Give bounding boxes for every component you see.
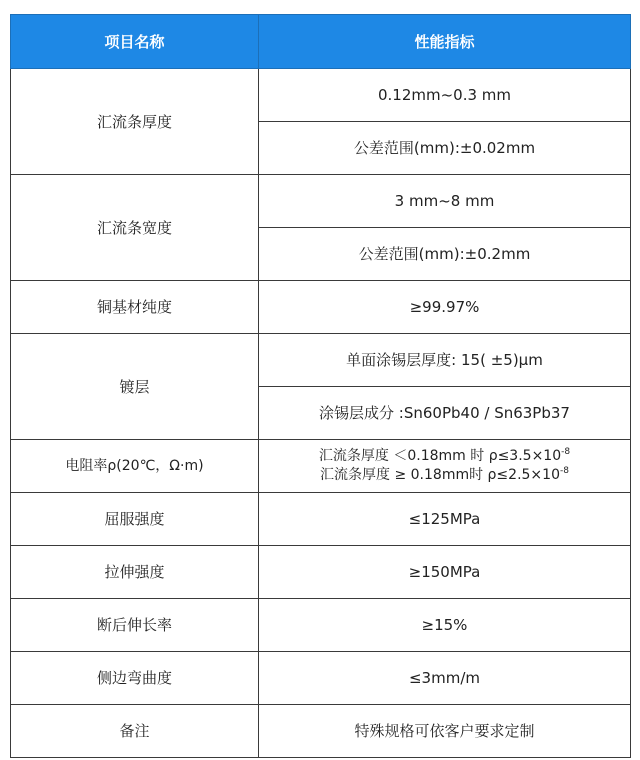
row-label-thickness: 汇流条厚度 <box>11 69 259 175</box>
resistivity-line-1-exponent: -8 <box>561 447 571 457</box>
yield-strength-value: ≤125MPa <box>259 493 631 546</box>
thickness-range: 0.12mm~0.3 mm <box>259 69 631 122</box>
table-row <box>11 652 631 705</box>
table-row <box>11 69 631 122</box>
table-row <box>11 705 631 758</box>
resistivity-line-2-text: 汇流条厚度 ≥ 0.18mm时 ρ≤2.5×10 <box>320 467 560 483</box>
spec-table <box>10 14 631 758</box>
coating-thickness: 单面涂锡层厚度: 15( ±5)μm <box>259 334 631 387</box>
row-label-remarks: 备注 <box>11 705 259 758</box>
coating-composition: 涂锡层成分 :Sn60Pb40 / Sn63Pb37 <box>259 387 631 440</box>
table-row <box>11 493 631 546</box>
table-row <box>11 334 631 387</box>
row-label-tensile-strength: 拉伸强度 <box>11 546 259 599</box>
resistivity-values <box>259 440 631 493</box>
thickness-tolerance: 公差范围(mm):±0.02mm <box>259 122 631 175</box>
row-label-elongation: 断后伸长率 <box>11 599 259 652</box>
table-row <box>11 440 631 493</box>
tensile-strength-value: ≥150MPa <box>259 546 631 599</box>
purity-value: ≥99.97% <box>259 281 631 334</box>
table-row <box>11 599 631 652</box>
width-range: 3 mm~8 mm <box>259 175 631 228</box>
row-label-yield-strength: 屈服强度 <box>11 493 259 546</box>
width-tolerance: 公差范围(mm):±0.2mm <box>259 228 631 281</box>
table-row <box>11 546 631 599</box>
resistivity-line-1-text: 汇流条厚度 ＜0.18mm 时 ρ≤3.5×10 <box>318 448 562 464</box>
elongation-value: ≥15% <box>259 599 631 652</box>
header-performance-index: 性能指标 <box>259 15 631 69</box>
table-header-row <box>11 15 631 69</box>
resistivity-line-2 <box>259 466 630 485</box>
header-item-name: 项目名称 <box>11 15 259 69</box>
row-label-width: 汇流条宽度 <box>11 175 259 281</box>
remarks-value: 特殊规格可依客户要求定制 <box>259 705 631 758</box>
row-label-purity: 铜基材纯度 <box>11 281 259 334</box>
row-label-resistivity: 电阻率ρ(20℃，Ω·m) <box>11 440 259 493</box>
row-label-camber: 侧边弯曲度 <box>11 652 259 705</box>
row-label-coating: 镀层 <box>11 334 259 440</box>
resistivity-line-1 <box>259 447 630 466</box>
camber-value: ≤3mm/m <box>259 652 631 705</box>
resistivity-line-2-exponent: -8 <box>559 466 569 476</box>
table-row <box>11 175 631 228</box>
table-row <box>11 281 631 334</box>
